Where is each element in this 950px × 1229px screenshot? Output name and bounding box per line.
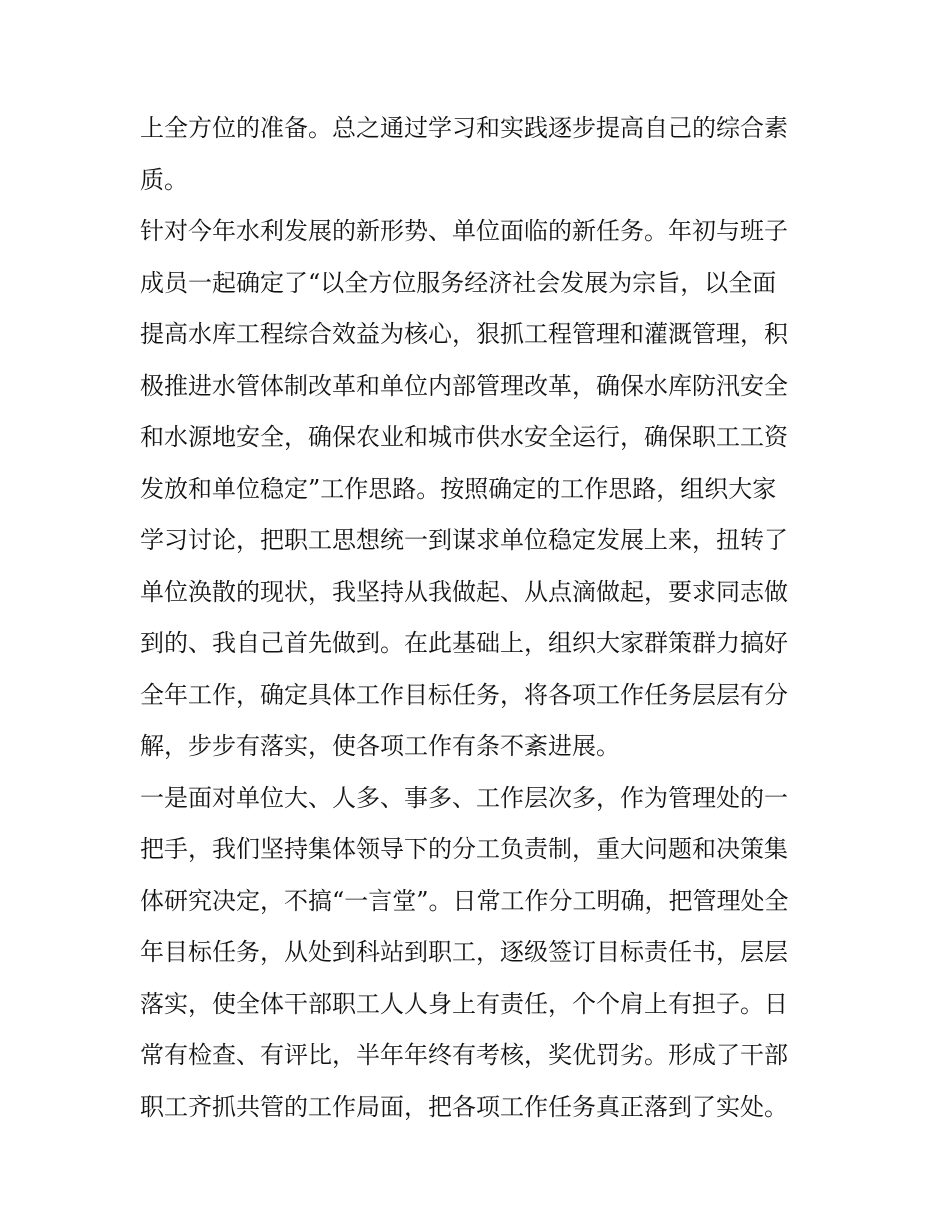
- text-line: 一是面对单位大、人多、事多、工作层次多，作为管理处的一: [140, 783, 788, 812]
- text-line: 极推进水管体制改革和单位内部管理改革，确保水库防汛安全: [140, 371, 788, 400]
- text-line: 质。: [140, 165, 188, 194]
- text-line: 落实，使全体干部职工人人身上有责任，个个肩上有担子。日: [140, 989, 788, 1018]
- text-line: 学习讨论，把职工思想统一到谋求单位稳定发展上来，扭转了: [140, 526, 788, 554]
- text-line: 到的、我自己首先做到。在此基础上，组织大家群策群力搞好: [140, 629, 788, 657]
- text-line: 上全方位的准备。总之通过学习和实践逐步提高自己的综合素: [140, 114, 788, 142]
- text-line: 职工齐抓共管的工作局面，把各项工作任务真正落到了实处。: [140, 1092, 788, 1121]
- text-line: 提高水库工程综合效益为核心，狠抓工程管理和灌溉管理，积: [140, 320, 788, 348]
- text-line: 针对今年水利发展的新形势、单位面临的新任务。年初与班子: [140, 217, 788, 245]
- text-line: 把手，我们坚持集体领导下的分工负责制，重大问题和决策集: [140, 835, 788, 863]
- text-line: 全年工作，确定具体工作目标任务，将各项工作任务层层有分: [140, 680, 788, 709]
- text-line: 和水源地安全，确保农业和城市供水安全运行，确保职工工资: [140, 423, 788, 451]
- text-line: 发放和单位稳定”工作思路。按照确定的工作思路，组织大家: [140, 474, 777, 503]
- body-text: [140, 103, 820, 1133]
- text-line: 单位涣散的现状，我坚持从我做起、从点滴做起，要求同志做: [140, 577, 788, 606]
- text-line: 体研究决定，不搞“一言堂”。日常工作分工明确，把管理处全: [140, 886, 789, 915]
- text-line: 解，步步有落实，使各项工作有条不紊进展。: [140, 732, 620, 760]
- text-line: 成员一起确定了“以全方位服务经济社会发展为宗旨，以全面: [140, 268, 777, 297]
- text-line: 常有检查、有评比，半年年终有考核，奖优罚劣。形成了干部: [140, 1041, 788, 1069]
- text-line: 年目标任务，从处到科站到职工，逐级签订目标责任书，层层: [140, 938, 788, 966]
